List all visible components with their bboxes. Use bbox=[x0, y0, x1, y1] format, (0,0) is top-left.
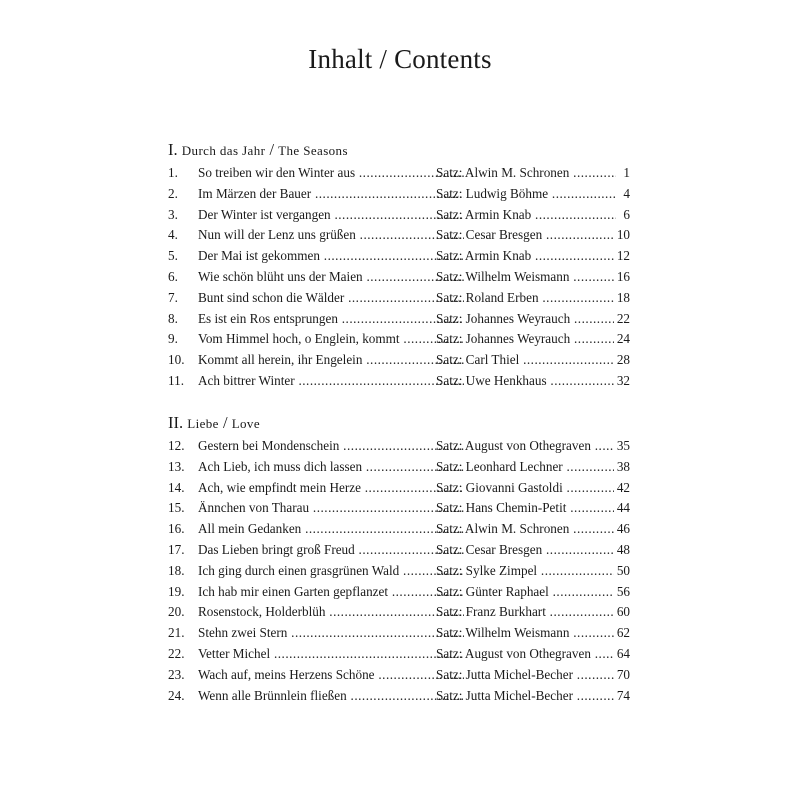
entry-page-number: 4 bbox=[620, 184, 630, 205]
entry-number: 24. bbox=[168, 687, 185, 703]
entry-number: 18. bbox=[168, 562, 185, 578]
entry-arranger: Satz: Armin Knab ..... bbox=[436, 205, 616, 226]
entry-title: Rosenstock, Holderblüh ..... bbox=[198, 602, 464, 623]
entry-number: 20. bbox=[168, 604, 185, 620]
entry-title: Im Märzen der Bauer ..... bbox=[198, 184, 464, 205]
entry-arranger: Satz: Sylke Zimpel ..... bbox=[436, 561, 616, 582]
entry-title: Es ist ein Ros entsprungen ..... bbox=[198, 309, 464, 330]
entry-title: Wenn alle Brünnlein fließen ..... bbox=[198, 686, 464, 707]
entry-arranger: Satz: Armin Knab ..... bbox=[436, 246, 616, 267]
toc-entry bbox=[168, 163, 630, 184]
entry-number: 3. bbox=[168, 206, 178, 222]
entry-arranger: Satz: Jutta Michel-Becher ..... bbox=[436, 686, 616, 707]
entry-page-number: 50 bbox=[614, 561, 630, 582]
entry-page-number: 56 bbox=[614, 582, 630, 603]
entry-page-number: 44 bbox=[614, 498, 630, 519]
entry-arranger: Satz: Hans Chemin-Petit ..... bbox=[436, 498, 616, 519]
entry-title: Das Lieben bringt groß Freud ..... bbox=[198, 540, 464, 561]
section-heading-de: Liebe bbox=[187, 416, 219, 431]
entry-title: Ach bittrer Winter ..... bbox=[198, 371, 464, 392]
section-heading-de: Durch das Jahr bbox=[181, 143, 266, 158]
entry-number: 5. bbox=[168, 248, 178, 264]
entry-title: Vom Himmel hoch, o Englein, kommt ..... bbox=[198, 329, 464, 350]
entry-arranger: Satz: Roland Erben ..... bbox=[436, 288, 616, 309]
entry-page-number: 60 bbox=[614, 602, 630, 623]
entry-arranger: Satz: Cesar Bresgen ..... bbox=[436, 540, 616, 561]
toc-entry bbox=[168, 665, 630, 686]
section-heading-separator: / bbox=[218, 413, 232, 432]
entry-page-number: 32 bbox=[614, 371, 630, 392]
entry-page-number: 62 bbox=[614, 623, 630, 644]
entry-arranger: Satz: Johannes Weyrauch ..... bbox=[436, 309, 616, 330]
toc-entry bbox=[168, 519, 630, 540]
entry-title: Stehn zwei Stern ..... bbox=[198, 623, 464, 644]
entry-list bbox=[168, 436, 630, 706]
toc-entry bbox=[168, 350, 630, 371]
page-title: Inhalt / Contents bbox=[308, 44, 492, 74]
entry-number: 4. bbox=[168, 227, 178, 243]
entry-arranger: Satz: Alwin M. Schronen ..... bbox=[436, 163, 616, 184]
entry-arranger: Satz: Giovanni Gastoldi ..... bbox=[436, 478, 616, 499]
entry-arranger: Satz: Wilhelm Weismann ..... bbox=[436, 267, 616, 288]
entry-arranger: Satz: August von Othegraven ..... bbox=[436, 644, 616, 665]
entry-title: Ach Lieb, ich muss dich lassen ..... bbox=[198, 457, 464, 478]
entry-arranger: Satz: Wilhelm Weismann ..... bbox=[436, 623, 616, 644]
entry-arranger: Satz: Ludwig Böhme ..... bbox=[436, 184, 616, 205]
entry-number: 15. bbox=[168, 500, 185, 516]
entry-arranger: Satz: Günter Raphael ..... bbox=[436, 582, 616, 603]
entry-title: Ich ging durch einen grasgrünen Wald ..... bbox=[198, 561, 464, 582]
entry-title: Bunt sind schon die Wälder ..... bbox=[198, 288, 464, 309]
toc-entry bbox=[168, 582, 630, 603]
entry-number: 22. bbox=[168, 645, 185, 661]
entry-number: 14. bbox=[168, 479, 185, 495]
section-roman: I. bbox=[168, 140, 178, 159]
entry-arranger: Satz: Johannes Weyrauch ..... bbox=[436, 329, 616, 350]
entry-number: 2. bbox=[168, 185, 178, 201]
entry-title: Ännchen von Tharau ..... bbox=[198, 498, 464, 519]
entry-arranger: Satz: Alwin M. Schronen ..... bbox=[436, 519, 616, 540]
section-seasons bbox=[168, 137, 630, 392]
entry-page-number: 64 bbox=[614, 644, 630, 665]
entry-page-number: 10 bbox=[614, 225, 630, 246]
toc-entry bbox=[168, 436, 630, 457]
entry-title: All mein Gedanken ..... bbox=[198, 519, 464, 540]
toc-entry bbox=[168, 540, 630, 561]
entry-title: Der Mai ist gekommen ..... bbox=[198, 246, 464, 267]
toc-entry bbox=[168, 267, 630, 288]
entry-arranger: Satz: Leonhard Lechner ..... bbox=[436, 457, 616, 478]
entry-arranger: Satz: August von Othegraven ..... bbox=[436, 436, 616, 457]
entry-number: 8. bbox=[168, 310, 178, 326]
entry-page-number: 42 bbox=[614, 478, 630, 499]
entry-title: Wach auf, meins Herzens Schöne ..... bbox=[198, 665, 464, 686]
entry-page-number: 70 bbox=[614, 665, 630, 686]
toc-entry bbox=[168, 623, 630, 644]
entry-number: 6. bbox=[168, 268, 178, 284]
entry-page-number: 48 bbox=[614, 540, 630, 561]
section-heading-separator: / bbox=[265, 140, 279, 159]
entry-title: Wie schön blüht uns der Maien ..... bbox=[198, 267, 464, 288]
entry-number: 17. bbox=[168, 541, 185, 557]
entry-page-number: 1 bbox=[620, 163, 630, 184]
entry-page-number: 24 bbox=[614, 329, 630, 350]
entry-number: 10. bbox=[168, 352, 185, 368]
entry-page-number: 35 bbox=[614, 436, 630, 457]
entry-title: Nun will der Lenz uns grüßen ..... bbox=[198, 225, 464, 246]
entry-page-number: 22 bbox=[614, 309, 630, 330]
toc-entry bbox=[168, 205, 630, 226]
toc-entry bbox=[168, 288, 630, 309]
entry-number: 7. bbox=[168, 289, 178, 305]
entry-number: 9. bbox=[168, 331, 178, 347]
section-heading bbox=[168, 137, 630, 163]
entry-arranger: Satz: Franz Burkhart ..... bbox=[436, 602, 616, 623]
toc-entry bbox=[168, 184, 630, 205]
toc-entry bbox=[168, 644, 630, 665]
toc-entry bbox=[168, 602, 630, 623]
entry-title: Der Winter ist vergangen ..... bbox=[198, 205, 464, 226]
toc-entry bbox=[168, 246, 630, 267]
entry-title: Kommt all herein, ihr Engelein ..... bbox=[198, 350, 464, 371]
entry-title: Ich hab mir einen Garten gepflanzet ..... bbox=[198, 582, 464, 603]
entry-number: 19. bbox=[168, 583, 185, 599]
toc-entry bbox=[168, 329, 630, 350]
entry-page-number: 38 bbox=[614, 457, 630, 478]
entry-page-number: 74 bbox=[614, 686, 630, 707]
entry-arranger: Satz: Jutta Michel-Becher ..... bbox=[436, 665, 616, 686]
entry-page-number: 12 bbox=[614, 246, 630, 267]
section-heading bbox=[168, 410, 630, 436]
entry-page-number: 46 bbox=[614, 519, 630, 540]
entry-page-number: 16 bbox=[614, 267, 630, 288]
entry-page-number: 6 bbox=[620, 205, 630, 226]
toc-entry bbox=[168, 686, 630, 707]
entry-list bbox=[168, 163, 630, 392]
toc-entry bbox=[168, 498, 630, 519]
entry-number: 16. bbox=[168, 521, 185, 537]
toc-entry bbox=[168, 561, 630, 582]
entry-number: 21. bbox=[168, 625, 185, 641]
entry-arranger: Satz: Cesar Bresgen ..... bbox=[436, 225, 616, 246]
toc-entry bbox=[168, 371, 630, 392]
entry-title: Gestern bei Mondenschein ..... bbox=[198, 436, 464, 457]
entry-number: 13. bbox=[168, 458, 185, 474]
section-heading-en: Love bbox=[231, 416, 260, 431]
entry-arranger: Satz: Carl Thiel ..... bbox=[436, 350, 616, 371]
entry-number: 23. bbox=[168, 666, 185, 682]
entry-number: 11. bbox=[168, 372, 184, 388]
toc-entry bbox=[168, 478, 630, 499]
section-heading-en: The Seasons bbox=[278, 143, 348, 158]
section-roman: II. bbox=[168, 413, 184, 432]
entry-title: So treiben wir den Winter aus ..... bbox=[198, 163, 464, 184]
entry-arranger: Satz: Uwe Henkhaus ..... bbox=[436, 371, 616, 392]
entry-title: Vetter Michel ..... bbox=[198, 644, 464, 665]
entry-title: Ach, wie empfindt mein Herze ..... bbox=[198, 478, 464, 499]
entry-number: 1. bbox=[168, 165, 178, 180]
entry-page-number: 28 bbox=[614, 350, 630, 371]
toc-entry bbox=[168, 309, 630, 330]
toc-entry bbox=[168, 225, 630, 246]
toc-entry bbox=[168, 457, 630, 478]
entry-number: 12. bbox=[168, 438, 185, 453]
entry-page-number: 18 bbox=[614, 288, 630, 309]
section-love bbox=[168, 410, 630, 706]
